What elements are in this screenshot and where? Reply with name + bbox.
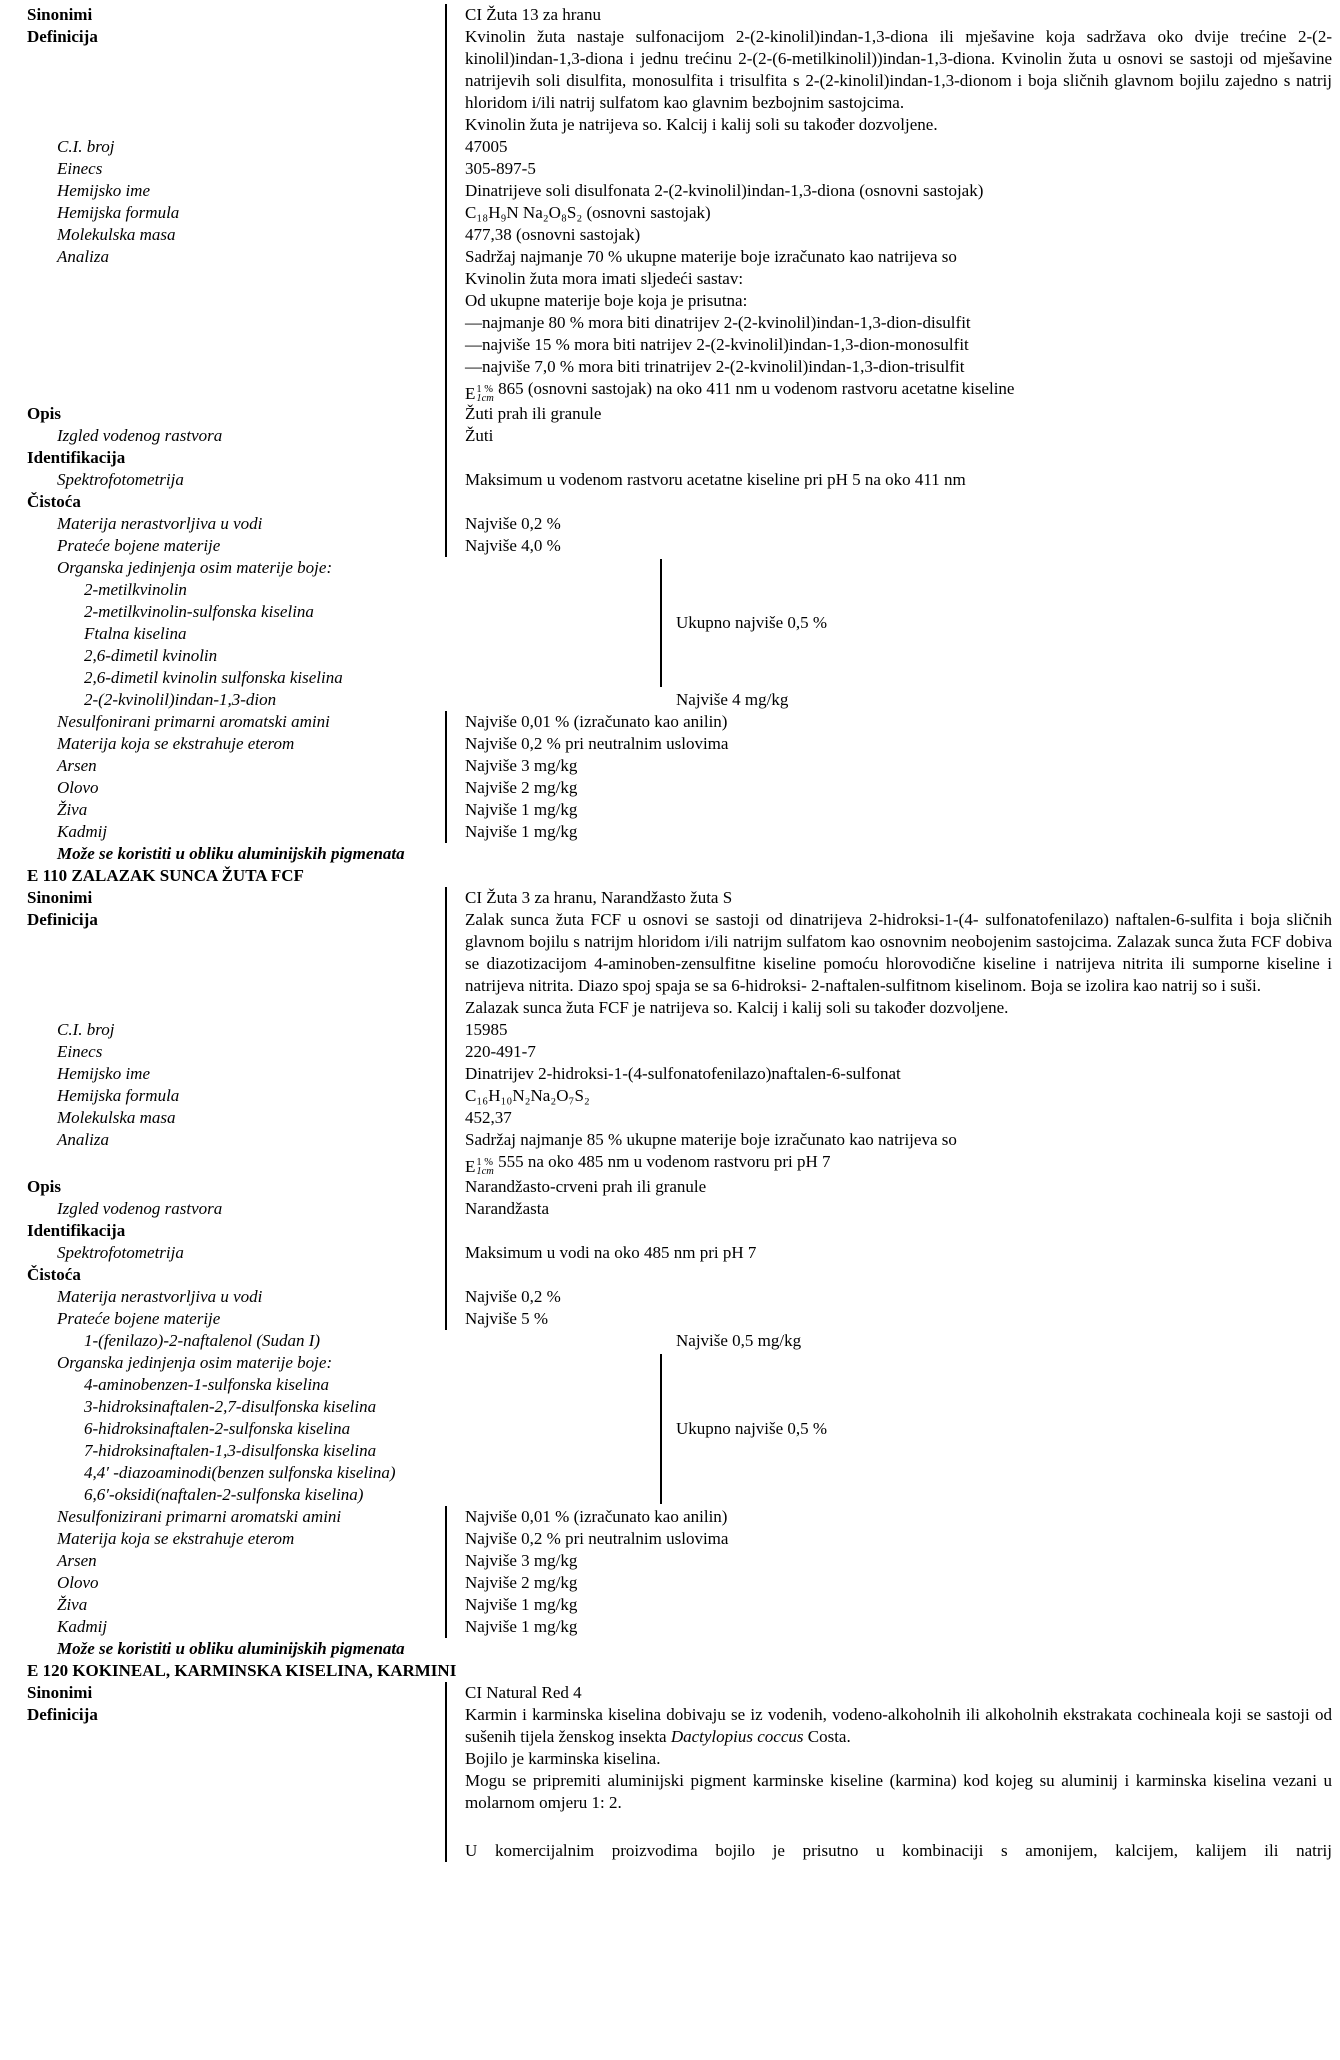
row-value: Dinatrijeve soli disulfonata 2-(2-kvinolil)indan-1,3-diona (osnovni sastojak) bbox=[445, 180, 1340, 202]
row-value bbox=[445, 491, 1340, 513]
table-row bbox=[0, 1129, 1340, 1176]
table-row bbox=[0, 1308, 1340, 1330]
row-label: Živa bbox=[57, 800, 88, 819]
row-value: 452,37 bbox=[445, 1107, 1340, 1129]
row-label: Kadmij bbox=[57, 1617, 108, 1636]
group-labels bbox=[0, 557, 445, 689]
row-value bbox=[445, 246, 1340, 403]
row-value: C₁₆H₁₀N₂Na₂O₇S₂ bbox=[445, 1085, 1340, 1107]
row-value: Dinatrijev 2-hidroksi-1-(4-sulfonatofenilazo)naftalen-6-sulfonat bbox=[445, 1063, 1340, 1085]
blank-spacer bbox=[465, 1814, 1332, 1840]
table-row bbox=[0, 4, 1340, 26]
row-value: Maksimum u vodenom rastvoru acetatne kiseline pri pH 5 na oko 411 nm bbox=[445, 469, 1340, 491]
table-row bbox=[0, 469, 1340, 491]
group-item: 3-hidroksinaftalen-2,7-disulfonska kiselina bbox=[84, 1397, 377, 1416]
specification-table bbox=[0, 4, 1340, 1862]
e-subscript: 1cm bbox=[476, 1166, 494, 1177]
row-label: Materija nerastvorljiva u vodi bbox=[57, 1287, 263, 1306]
table-row bbox=[0, 1242, 1340, 1264]
row-label: Sinonimi bbox=[27, 5, 93, 24]
bracket-text: Ukupno najviše 0,5 % bbox=[676, 1419, 828, 1438]
row-value: Najviše 0,2 % pri neutralnim uslovima bbox=[445, 1528, 1340, 1550]
row-value: Najviše 5 % bbox=[445, 1308, 1340, 1330]
row-label: Spektrofotometrija bbox=[57, 470, 184, 489]
row-value: 220-491-7 bbox=[445, 1041, 1340, 1063]
row-value bbox=[445, 1704, 1340, 1862]
group-item: 2,6-dimetil kvinolin bbox=[84, 646, 218, 665]
row-value: Najviše 1 mg/kg bbox=[445, 821, 1340, 843]
table-row bbox=[0, 733, 1340, 755]
row-label: Čistoća bbox=[27, 492, 81, 511]
table-row bbox=[0, 224, 1340, 246]
row-value: Najviše 2 mg/kg bbox=[445, 777, 1340, 799]
row-label: Sinonimi bbox=[27, 1683, 93, 1702]
value-text: Costa. bbox=[803, 1727, 851, 1746]
table-row bbox=[0, 1198, 1340, 1220]
group-item: Ftalna kiselina bbox=[84, 624, 187, 643]
section-heading-e110-sunset-yellow: E 110 ZALAZAK SUNCA ŽUTA FCF bbox=[27, 866, 304, 885]
table-row bbox=[0, 755, 1340, 777]
group-item: 6-hidroksinaftalen-2-sulfonska kiselina bbox=[84, 1419, 351, 1438]
value-line: Sadržaj najmanje 70 % ukupne materije boje izračunato kao natrijeva so bbox=[465, 247, 957, 266]
row-label: Analiza bbox=[57, 247, 109, 266]
row-label: Nesulfonizirani primarni aromatski amini bbox=[57, 1507, 342, 1526]
value-line: Zalak sunca žuta FCF u osnovi se sastoji od dinatrijeva 2-hidroksi-1-(4- sulfonatofenilazo) naftalen-6-sulfita i boja sličnih glavnom bojilu s natrijm hloridom i/ili natrijm sulfatom kao osnovnim neobojenim sastojcima. Zalazak sunca žuta FCF dobiva se diazotizacijom 4-aminoben-zensulfitne kiseline pomoću hlorovodične kiseline i natrijeva nitrita ili sumporne kiseline i natrijeva nitrita. Diazo spoj spaja se sa 6-hidroksi- 2-naftalen-sulfitnom kiselinom. Boja se izolira kao natrij so i suši. bbox=[465, 910, 1332, 995]
extinction-coefficient-notation bbox=[465, 1158, 494, 1176]
row-value: 15985 bbox=[445, 1019, 1340, 1041]
row-value bbox=[445, 1220, 1340, 1242]
row-value: Narandžasta bbox=[445, 1198, 1340, 1220]
row-label: Molekulska masa bbox=[57, 1108, 176, 1127]
table-row bbox=[0, 1063, 1340, 1085]
table-row bbox=[0, 1286, 1340, 1308]
group-item: 2-metilkvinolin bbox=[84, 580, 187, 599]
row-value bbox=[445, 1330, 1340, 1352]
row-value: CI Natural Red 4 bbox=[445, 1682, 1340, 1704]
table-row bbox=[0, 1330, 1340, 1352]
e-superscript: 1 % bbox=[476, 384, 494, 395]
row-value: Narandžasto-crveni prah ili granule bbox=[445, 1176, 1340, 1198]
row-value: Najviše 0,01 % (izračunato kao anilin) bbox=[445, 1506, 1340, 1528]
row-label: Olovo bbox=[57, 778, 99, 797]
row-label: Prateće bojene materije bbox=[57, 536, 221, 555]
bracket-text: Ukupno najviše 0,5 % bbox=[676, 613, 828, 632]
value-text: Karmin i karminska kiselina dobivaju se iz vodenih, vodeno-alkoholnih ili alkoholnih ekstrakata cochineala koji se sastoji od sušenih tijela ženskog insekta bbox=[465, 1705, 1332, 1746]
e-sup-sub-stack bbox=[476, 1158, 494, 1176]
group-value bbox=[445, 1352, 1340, 1506]
table-row bbox=[0, 887, 1340, 909]
row-value: C₁₈H₉N Na₂O₈S₂ (osnovni sastojak) bbox=[445, 202, 1340, 224]
table-row bbox=[0, 136, 1340, 158]
row-label: Materija nerastvorljiva u vodi bbox=[57, 514, 263, 533]
value-line: —najviše 7,0 % mora biti trinatrijev 2-(2-kvinolil)indan-1,3-dion-trisulfit bbox=[465, 357, 965, 376]
row-value: Najviše 1 mg/kg bbox=[445, 1594, 1340, 1616]
aluminium-pigment-note: Može se koristiti u obliku aluminijskih pigmenata bbox=[57, 1639, 405, 1658]
value-text: 865 (osnovni sastojak) na oko 411 nm u vodenom rastvoru acetatne kiseline bbox=[493, 379, 1015, 398]
value-line: Bojilo je karminska kiselina. bbox=[465, 1749, 661, 1768]
table-row bbox=[0, 689, 1340, 711]
row-value bbox=[445, 1264, 1340, 1286]
row-value: Žuti prah ili granule bbox=[445, 403, 1340, 425]
table-row bbox=[0, 1019, 1340, 1041]
row-value: Najviše 2 mg/kg bbox=[445, 1572, 1340, 1594]
e-symbol: E bbox=[465, 384, 476, 403]
table-row bbox=[0, 711, 1340, 733]
group-item: 7-hidroksinaftalen-1,3-disulfonska kiselina bbox=[84, 1441, 377, 1460]
table-row bbox=[0, 180, 1340, 202]
row-label: Spektrofotometrija bbox=[57, 1243, 184, 1262]
row-value: Najviše 3 mg/kg bbox=[445, 1550, 1340, 1572]
row-label: Čistoća bbox=[27, 1265, 81, 1284]
row-value: 305-897-5 bbox=[445, 158, 1340, 180]
e-superscript: 1 % bbox=[476, 1157, 494, 1168]
species-name-italic: Dactylopius coccus bbox=[670, 1727, 804, 1746]
row-value: 47005 bbox=[445, 136, 1340, 158]
compound-group-row bbox=[0, 557, 1340, 689]
row-value: Najviše 0,2 % bbox=[445, 513, 1340, 535]
row-value: Najviše 1 mg/kg bbox=[445, 799, 1340, 821]
group-label: Organska jedinjenja osim materije boje: bbox=[57, 1353, 333, 1372]
table-row bbox=[0, 513, 1340, 535]
table-row bbox=[0, 447, 1340, 469]
row-label: Identifikacija bbox=[27, 448, 126, 467]
table-row bbox=[0, 1041, 1340, 1063]
group-item: 4,4′ -diazoaminodi(benzen sulfonska kiselina) bbox=[84, 1463, 396, 1482]
row-value: CI Žuta 13 za hranu bbox=[445, 4, 1340, 26]
row-value bbox=[445, 1129, 1340, 1176]
row-value: Najviše 4,0 % bbox=[445, 535, 1340, 557]
row-label: Prateće bojene materije bbox=[57, 1309, 221, 1328]
group-value bbox=[445, 557, 1340, 689]
table-row bbox=[0, 491, 1340, 513]
e-sup-sub-stack bbox=[476, 385, 494, 403]
value-line: Kvinolin žuta je natrijeva so. Kalcij i kalij soli su također dozvoljene. bbox=[465, 115, 938, 134]
row-value: Žuti bbox=[445, 425, 1340, 447]
value-line bbox=[465, 1151, 1332, 1176]
table-row bbox=[0, 799, 1340, 821]
group-labels bbox=[0, 1352, 445, 1506]
value-line: Sadržaj najmanje 85 % ukupne materije boje izračunato kao natrijeva so bbox=[465, 1130, 957, 1149]
table-row bbox=[0, 158, 1340, 180]
row-label: Hemijsko ime bbox=[57, 1064, 151, 1083]
group-item: 2-metilkvinolin-sulfonska kiselina bbox=[84, 602, 314, 621]
table-row bbox=[0, 909, 1340, 1019]
row-label: Arsen bbox=[57, 756, 97, 775]
row-label: Definicija bbox=[27, 910, 98, 929]
row-value: CI Žuta 3 za hranu, Narandžasto žuta S bbox=[445, 887, 1340, 909]
table-row bbox=[0, 1682, 1340, 1704]
row-label: Analiza bbox=[57, 1130, 109, 1149]
row-label: Materija koja se ekstrahuje eterom bbox=[57, 734, 295, 753]
table-row bbox=[0, 1616, 1340, 1638]
row-label: Kadmij bbox=[57, 822, 108, 841]
row-label: Izgled vodenog rastvora bbox=[57, 1199, 223, 1218]
table-row bbox=[0, 246, 1340, 403]
value-line: Kvinolin žuta mora imati sljedeći sastav: bbox=[465, 269, 744, 288]
row-value bbox=[445, 909, 1340, 1019]
row-label: Identifikacija bbox=[27, 1221, 126, 1240]
row-value bbox=[445, 689, 1340, 711]
row-value: Najviše 1 mg/kg bbox=[445, 1616, 1340, 1638]
section-heading-e120-cochineal: E 120 KOKINEAL, KARMINSKA KISELINA, KARMINI bbox=[27, 1661, 457, 1680]
value-line: —najmanje 80 % mora biti dinatrijev 2-(2-kvinolil)indan-1,3-dion-disulfit bbox=[465, 313, 971, 332]
row-value: Najviše 0,01 % (izračunato kao anilin) bbox=[445, 711, 1340, 733]
compound-group-row bbox=[0, 1352, 1340, 1506]
table-row bbox=[0, 1594, 1340, 1616]
row-value: Najviše 3 mg/kg bbox=[445, 755, 1340, 777]
row-label: Einecs bbox=[57, 1042, 103, 1061]
extinction-coefficient-notation bbox=[465, 385, 494, 403]
table-row bbox=[0, 403, 1340, 425]
row-label: 2-(2-kvinolil)indan-1,3-dion bbox=[84, 690, 277, 709]
row-label: Sinonimi bbox=[27, 888, 93, 907]
row-value: Najviše 0,2 % bbox=[445, 1286, 1340, 1308]
row-label: Opis bbox=[27, 404, 62, 423]
table-row bbox=[0, 777, 1340, 799]
row-value bbox=[445, 447, 1340, 469]
table-row bbox=[0, 1176, 1340, 1198]
row-label: Nesulfonirani primarni aromatski amini bbox=[57, 712, 330, 731]
value-line: —najviše 15 % mora biti natrijev 2-(2-kvinolil)indan-1,3-dion-monosulfit bbox=[465, 335, 969, 354]
row-label: C.I. broj bbox=[57, 1020, 115, 1039]
table-row bbox=[0, 1572, 1340, 1594]
value-line bbox=[465, 1704, 1332, 1748]
value-line bbox=[465, 378, 1332, 403]
row-value: Maksimum u vodi na oko 485 nm pri pH 7 bbox=[445, 1242, 1340, 1264]
row-value bbox=[445, 26, 1340, 136]
value-line: U komercijalnim proizvodima bojilo je prisutno u kombinaciji s amonijem, kalcijem, kalijem ili natrij bbox=[465, 1841, 1332, 1860]
table-row bbox=[0, 202, 1340, 224]
group-item: 4-aminobenzen-1-sulfonska kiselina bbox=[84, 1375, 330, 1394]
row-label: Materija koja se ekstrahuje eterom bbox=[57, 1529, 295, 1548]
group-item: 2,6-dimetil kvinolin sulfonska kiselina bbox=[84, 668, 343, 687]
row-value: 477,38 (osnovni sastojak) bbox=[445, 224, 1340, 246]
row-label: Izgled vodenog rastvora bbox=[57, 426, 223, 445]
row-label: Arsen bbox=[57, 1551, 97, 1570]
e-subscript: 1cm bbox=[476, 393, 494, 404]
row-value-far: Najviše 4 mg/kg bbox=[676, 690, 789, 709]
table-row bbox=[0, 1550, 1340, 1572]
row-label: Olovo bbox=[57, 1573, 99, 1592]
table-row bbox=[0, 1085, 1340, 1107]
row-label: Hemijsko ime bbox=[57, 181, 151, 200]
row-value-far: Najviše 0,5 mg/kg bbox=[676, 1331, 802, 1350]
row-label: Molekulska masa bbox=[57, 225, 176, 244]
value-line: Od ukupne materije boje koja je prisutna: bbox=[465, 291, 748, 310]
group-item: 6,6′-oksidi(naftalen-2-sulfonska kiselina) bbox=[84, 1485, 364, 1504]
table-row bbox=[0, 1506, 1340, 1528]
value-line: Zalazak sunca žuta FCF je natrijeva so. Kalcij i kalij soli su također dozvoljene. bbox=[465, 998, 1009, 1017]
table-row bbox=[0, 821, 1340, 843]
table-row bbox=[0, 1220, 1340, 1242]
table-row bbox=[0, 1704, 1340, 1862]
aluminium-pigment-note: Može se koristiti u obliku aluminijskih pigmenata bbox=[57, 844, 405, 863]
row-label: Definicija bbox=[27, 27, 98, 46]
value-line: Kvinolin žuta nastaje sulfonacijom 2-(2-kinolil)indan-1,3-diona ili mješavine koja sadržava oko dvije trećine 2-(2-kinolil)indan-1,3-diona i jednu trećinu 2-(2-(6-metilkinolil))indan-1,3-diona. Kvinolin žuta u osnovi se sastoji od mješavine natrijevih soli disulfita, monosulfita i trisulfita s 2-(2-kinolil)indan-1,3-dionom i boja sličnih glavnom bojilu zajedno s natrij hloridom i/ili natrij sulfatom kao glavnim bezbojnim sastojcima. bbox=[465, 27, 1332, 112]
row-label: C.I. broj bbox=[57, 137, 115, 156]
table-row bbox=[0, 425, 1340, 447]
row-label: Einecs bbox=[57, 159, 103, 178]
group-label: Organska jedinjenja osim materije boje: bbox=[57, 558, 333, 577]
row-value: Najviše 0,2 % pri neutralnim uslovima bbox=[445, 733, 1340, 755]
table-row bbox=[0, 1264, 1340, 1286]
row-label: Opis bbox=[27, 1177, 62, 1196]
e-symbol: E bbox=[465, 1157, 476, 1176]
value-line: Mogu se pripremiti aluminijski pigment karminske kiseline (karmina) kod kojeg su aluminij i karminska kiselina vezani u molarnom omjeru 1: 2. bbox=[465, 1771, 1332, 1812]
table-row bbox=[0, 26, 1340, 136]
row-label: Definicija bbox=[27, 1705, 98, 1724]
row-label: Hemijska formula bbox=[57, 203, 180, 222]
row-label: Živa bbox=[57, 1595, 88, 1614]
row-label: Hemijska formula bbox=[57, 1086, 180, 1105]
table-row bbox=[0, 535, 1340, 557]
table-row bbox=[0, 1528, 1340, 1550]
table-row bbox=[0, 1107, 1340, 1129]
row-label: 1-(fenilazo)-2-naftalenol (Sudan I) bbox=[84, 1331, 321, 1350]
value-text: 555 na oko 485 nm u vodenom rastvoru pri pH 7 bbox=[493, 1152, 831, 1171]
